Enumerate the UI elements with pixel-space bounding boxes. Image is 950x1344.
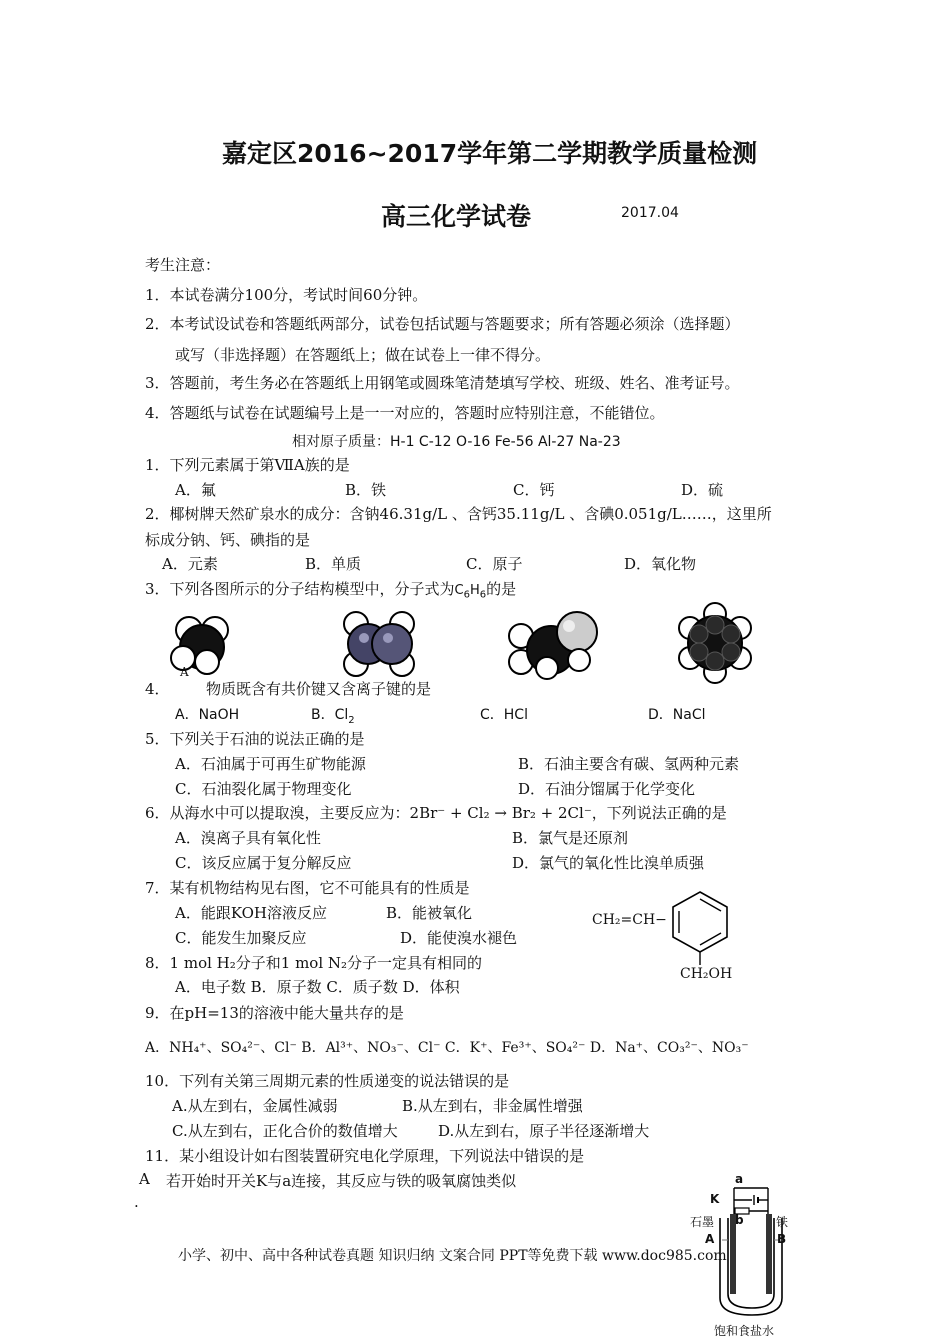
q7-option-b: B．能被氧化 <box>386 904 473 922</box>
molecule-model-b <box>342 610 422 680</box>
q3-stem-text: 3．下列各图所示的分子结构模型中，分子式为 <box>145 580 455 598</box>
q5-option-b: B．石油主要含有碳、氢两种元素 <box>518 755 740 773</box>
q3-formula-c: C <box>454 583 464 598</box>
q6-option-b: B．氯气是还原剂 <box>512 829 629 847</box>
q10-option-c: C.从左到右，正化合价的数值增大 <box>172 1122 398 1140</box>
q3-formula-h-sub: 6 <box>479 589 487 601</box>
question-11-stem: 11．某小组设计如右图装置研究电化学原理，下列说法中错误的是 <box>145 1147 585 1165</box>
diagram-label-electrode-b: B <box>777 1232 787 1246</box>
q4-option-b-sub: 2 <box>348 714 355 726</box>
q5-option-a: A．石油属于可再生矿物能源 <box>175 755 366 773</box>
molecule-model-d <box>675 603 755 683</box>
notice-item: 3．答题前，考生务必在答题纸上用钢笔或圆珠笔清楚填写学校、班级、姓名、准考证号。 <box>145 374 740 392</box>
q4-option-c: C．HCl <box>480 707 528 723</box>
q11-dot: . <box>134 1193 139 1211</box>
question-2-stem-cont: 标成分钠、钙、碘指的是 <box>145 531 311 549</box>
q1-option-b: B．铁 <box>345 481 387 499</box>
atomic-masses: 相对原子质量：H-1 C-12 O-16 Fe-56 Al-27 Na-23 <box>292 434 621 450</box>
q7-structure-vinyl: CH₂=CH− <box>592 912 667 928</box>
q2-option-c: C．原子 <box>466 555 523 573</box>
molecule-a-label: A <box>180 665 189 679</box>
page-subtitle: 高三化学试卷 <box>381 202 532 231</box>
diagram-label-b: b <box>735 1213 744 1227</box>
q6-option-d: D．氯气的氧化性比溴单质强 <box>512 854 705 872</box>
q5-option-d: D．石油分馏属于化学变化 <box>518 780 696 798</box>
notice-item: 1．本试卷满分100分，考试时间60分钟。 <box>145 286 428 304</box>
molecule-model-c <box>507 610 607 680</box>
page-footer: 小学、初中、高中各种试卷真题 知识归纳 文案合同 PPT等免费下载 www.doc985.com <box>178 1248 727 1264</box>
notice-item: 或写（非选择题）在答题纸上；做在试卷上一律不得分。 <box>175 346 551 364</box>
q6-option-c: C．该反应属于复分解反应 <box>175 854 352 872</box>
page-title: 嘉定区2016~2017学年第二学期教学质量检测 <box>222 139 758 168</box>
diagram-label-iron: 铁 <box>776 1215 789 1229</box>
q10-option-a: A.从左到右，金属性减弱 <box>172 1097 338 1115</box>
q7-structure-ch2oh: CH₂OH <box>680 966 733 982</box>
diagram-label-solution: 饱和食盐水 <box>714 1324 775 1338</box>
q11-option-a-label: A <box>139 1170 150 1188</box>
notice-item: 4．答题纸与试卷在试题编号上是一一对应的，答题时应特别注意，不能错位。 <box>145 404 665 422</box>
q8-options: A．电子数 B．原子数 C．质子数 D．体积 <box>175 978 460 996</box>
question-4-stem: 物质既含有共价键又含离子键的是 <box>206 680 432 698</box>
question-7-stem: 7．某有机物结构见右图，它不可能具有的性质是 <box>145 879 470 897</box>
q11-option-a: 若开始时开关K与a连接，其反应与铁的吸氧腐蚀类似 <box>166 1172 517 1190</box>
q3-stem-end: 的是 <box>486 580 517 598</box>
q7-option-c: C．能发生加聚反应 <box>175 929 307 947</box>
q4-option-d: D．NaCl <box>648 707 706 723</box>
q6-option-a: A．溴离子具有氧化性 <box>175 829 321 847</box>
question-10-stem: 10．下列有关第三周期元素的性质递变的说法错误的是 <box>145 1072 510 1090</box>
q1-option-d: D．硫 <box>681 481 724 499</box>
q2-option-d: D．氧化物 <box>624 555 697 573</box>
question-3-stem <box>145 578 516 601</box>
question-9-stem: 9．在pH=13的溶液中能大量共存的是 <box>145 1004 404 1022</box>
q10-option-b: B.从左到右，非金属性增强 <box>402 1097 583 1115</box>
q7-option-d: D．能使溴水褪色 <box>400 929 518 947</box>
question-2-stem: 2．椰树牌天然矿泉水的成分：含钠46.31g/L 、含钙35.11g/L 、含碘0.051g/L……，这里所 <box>145 505 772 523</box>
diagram-label-k: K <box>710 1192 720 1206</box>
q10-option-d: D.从左到右，原子半径逐渐增大 <box>438 1122 650 1140</box>
q4-option-a: A．NaOH <box>175 707 240 723</box>
diagram-label-graphite: 石墨 <box>690 1215 715 1229</box>
question-4-num: 4． <box>145 680 170 698</box>
diagram-label-a: a <box>735 1172 744 1186</box>
q3-formula-c-sub: 6 <box>463 589 470 601</box>
q1-option-c: C．钙 <box>513 481 555 499</box>
q4-option-b-text: B．Cl <box>311 707 349 723</box>
diagram-label-electrode-a: A <box>705 1232 715 1246</box>
q3-formula-h: H <box>470 583 480 598</box>
q4-option-b <box>311 704 355 726</box>
question-1-stem: 1．下列元素属于第ⅦA族的是 <box>145 456 350 474</box>
q7-benzene-ring <box>665 887 735 957</box>
q1-option-a: A．氟 <box>175 481 216 499</box>
q5-option-c: C．石油裂化属于物理变化 <box>175 780 352 798</box>
q2-option-a: A．元素 <box>162 555 218 573</box>
question-5-stem: 5．下列关于石油的说法正确的是 <box>145 730 365 748</box>
q7-option-a: A．能跟KOH溶液反应 <box>175 904 328 922</box>
notice-item: 2．本考试设试卷和答题纸两部分，试卷包括试题与答题要求；所有答题必须涂（选择题） <box>145 315 740 333</box>
exam-date: 2017.04 <box>621 205 679 221</box>
question-8-stem: 8．1 mol H₂分子和1 mol N₂分子一定具有相同的 <box>145 954 483 972</box>
question-6-stem: 6．从海水中可以提取溴，主要反应为：2Br⁻ + Cl₂ → Br₂ + 2Cl⁻，下列说法正确的是 <box>145 804 727 822</box>
q9-options: A．NH₄⁺、SO₄²⁻、Cl⁻ B．Al³⁺、NO₃⁻、Cl⁻ C．K⁺、Fe³⁺、SO₄²⁻ D．Na⁺、CO₃²⁻、NO₃⁻ <box>145 1040 749 1056</box>
q2-option-b: B．单质 <box>305 555 362 573</box>
molecule-model-a <box>167 612 237 682</box>
notice-heading: 考生注意： <box>145 256 221 274</box>
